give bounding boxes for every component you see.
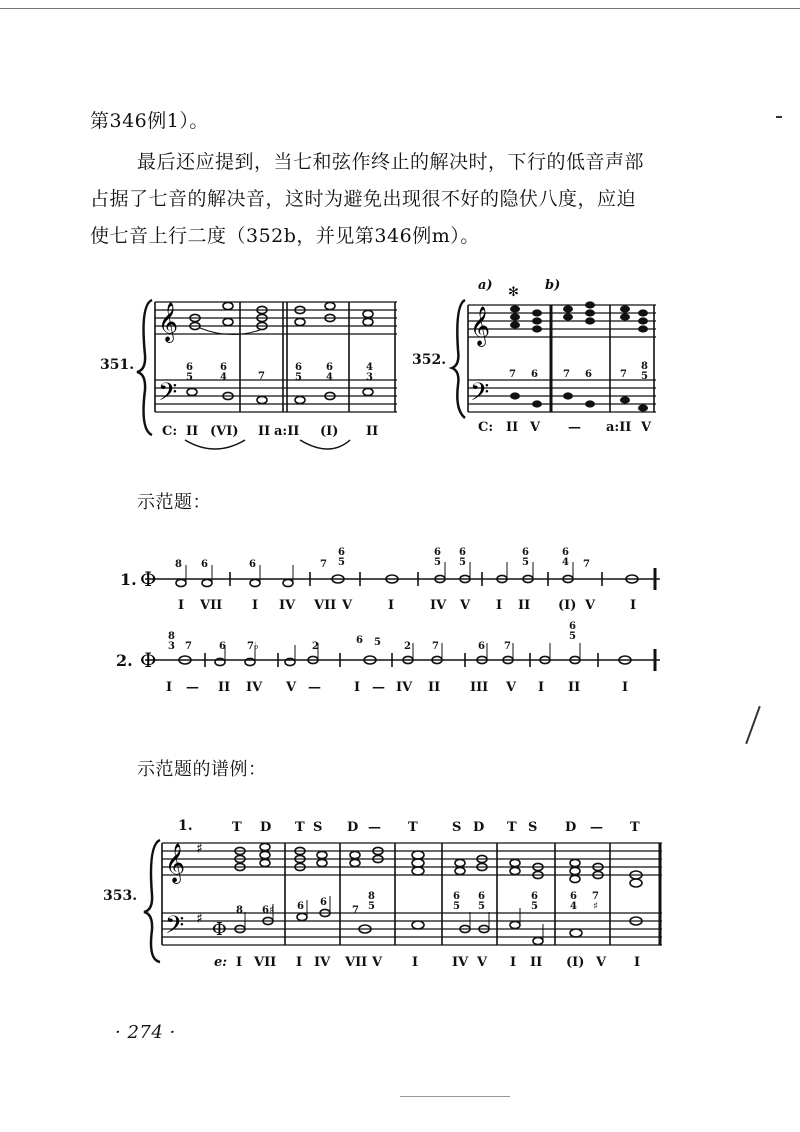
ex352-roman: V [530, 420, 541, 435]
heading-demo-score: 示范题的谱例： [137, 759, 267, 780]
ex352-roman: — [568, 420, 581, 435]
ex2-figure: 7♭ [247, 641, 259, 652]
ex353-function: T [408, 820, 418, 835]
ex353-function: D [473, 820, 485, 835]
ex352-figure: 8 5 [641, 361, 648, 382]
ex2-figure: 2 [312, 641, 319, 652]
heading-demo-exercises: 示范题： [137, 492, 211, 513]
text-line-1: 第346例1）。 [90, 110, 209, 132]
ex353-function: S [452, 820, 462, 835]
ex1-figure: 7 [583, 559, 590, 570]
ex352-figure: 7 [620, 369, 627, 380]
ex353-roman: VII [345, 955, 368, 970]
ex1-figure: 7 [320, 559, 327, 570]
ex2-roman: I [166, 680, 173, 695]
ex352-key: C: [478, 420, 494, 435]
ex2-roman: IV [246, 680, 263, 695]
ex2-roman: I [538, 680, 545, 695]
ex351-figure: 4 3 [366, 362, 373, 383]
text-line-3: 占据了七音的解决音，这时为避免出现很不好的隐伏八度，应迫 [90, 188, 637, 210]
ex1-roman: I [496, 598, 503, 613]
ex353-roman: IV [452, 955, 469, 970]
ex351-figure: 6 4 [220, 362, 227, 383]
svg-text:𝄞: 𝄞 [158, 302, 179, 342]
ex353-figure: 7 [352, 905, 359, 916]
ex1-figure: 6 4 [562, 547, 569, 568]
ex353-roman: I [412, 955, 419, 970]
ex351-roman: a:II [274, 424, 300, 439]
example-353-exercise-number: 1. [178, 818, 193, 834]
ex352-part-b: b) [545, 278, 561, 293]
svg-text:𝄢: 𝄢 [165, 911, 185, 946]
ex352-roman: II [506, 420, 519, 435]
ex2-roman: III [470, 680, 489, 695]
ex2-figure: 7 [504, 641, 511, 652]
ex1-figure: 6 5 [459, 547, 466, 568]
ex351-roman: II [366, 424, 379, 439]
ex2-roman: IV [396, 680, 413, 695]
ex1-roman: VII [200, 598, 223, 613]
ex353-roman: I [510, 955, 517, 970]
ex1-figure: 8 [175, 559, 182, 570]
ex353-figure: 6 5 [478, 891, 485, 912]
ex2-roman: II [568, 680, 581, 695]
ex351-roman: II [258, 424, 271, 439]
ex353-function: T [295, 820, 305, 835]
ex353-function: D [565, 820, 577, 835]
text-line-4: 使七音上行二度（352b，并见第346例m）。 [90, 225, 480, 247]
ex1-figure: 6 5 [522, 547, 529, 568]
ex353-figure: 6 [297, 901, 304, 912]
ex353-figure: 7 ♯ [592, 891, 599, 912]
ex353-figure: 6 4 [570, 891, 577, 912]
ex2-figure: 6 5 [569, 621, 576, 642]
ex2-figure: 5 [374, 637, 381, 648]
ex353-function: D [260, 820, 272, 835]
ex2-roman: II [428, 680, 441, 695]
ex353-roman: II [530, 955, 543, 970]
ex2-figure: 2 [404, 641, 411, 652]
ex353-roman: I [296, 955, 303, 970]
ex353-key: e: [214, 955, 228, 970]
example-353-number: 353. [103, 888, 138, 904]
svg-text:𝄞: 𝄞 [470, 306, 491, 346]
ex1-roman: V [342, 598, 353, 613]
ex353-figure: 8 [236, 905, 243, 916]
ex351-key: C: [162, 424, 178, 439]
ex2-figure: 7 [432, 641, 439, 652]
ex352-part-a: a) [478, 278, 493, 293]
ex353-figure: 6 5 [531, 891, 538, 912]
ex351-roman: II [186, 424, 199, 439]
ex2-roman: I [622, 680, 629, 695]
svg-text:Φ: Φ [212, 919, 227, 940]
ex352-figure: 6 [531, 369, 538, 380]
ex1-figure: 6 [201, 559, 208, 570]
scan-mark [776, 116, 782, 118]
ex1-figure: 6 [249, 559, 256, 570]
ex2-roman: — [372, 680, 385, 695]
ex352-figure: 7 [509, 369, 516, 380]
ex351-roman: (I) [320, 424, 339, 439]
ex352-roman: V [641, 420, 652, 435]
exercise-1-number: 1. [120, 570, 137, 589]
ex353-function: T [630, 820, 640, 835]
ex352-figure: 7 [563, 369, 570, 380]
ex1-roman: I [178, 598, 185, 613]
ex351-figure: 7 [258, 371, 265, 382]
ex2-roman: V [506, 680, 517, 695]
ex353-roman: V [596, 955, 607, 970]
example-351-number: 351. [100, 357, 135, 373]
ex351-figure: 6 5 [186, 362, 193, 383]
ex353-function: S [528, 820, 538, 835]
ex353-roman: (I) [566, 955, 585, 970]
ex2-figure: 6 [478, 641, 485, 652]
ex353-roman: V [372, 955, 383, 970]
ex1-figure: 6 5 [434, 547, 441, 568]
ex353-roman: I [634, 955, 641, 970]
svg-text:𝄢: 𝄢 [470, 378, 490, 413]
ex1-roman: IV [279, 598, 296, 613]
ex2-roman: II [218, 680, 231, 695]
ex1-figure: 6 5 [338, 547, 345, 568]
text-line-2: 最后还应提到，当七和弦作终止的解决时，下行的低音声部 [137, 151, 645, 173]
ex1-roman: V [460, 598, 471, 613]
example-352-number: 352. [412, 352, 447, 368]
svg-text:♯: ♯ [196, 841, 203, 857]
ex2-roman: — [186, 680, 199, 695]
ex1-roman: V [585, 598, 596, 613]
page-number: · 274 · [115, 1022, 176, 1043]
ex351-figure: 6 5 [295, 362, 302, 383]
ex2-figure: 6 [219, 641, 226, 652]
ex2-roman: — [308, 680, 321, 695]
svg-text:𝄢: 𝄢 [158, 378, 178, 413]
scan-mark [400, 1096, 510, 1097]
svg-text:♯: ♯ [196, 911, 203, 927]
ex352-roman: a:II [606, 420, 632, 435]
ex353-function: S [313, 820, 323, 835]
ex1-roman: VII [314, 598, 337, 613]
ex1-roman: II [518, 598, 531, 613]
ex1-roman: I [630, 598, 637, 613]
ex1-roman: (I) [558, 598, 577, 613]
ex2-figure: 6 [356, 635, 363, 646]
ex2-figure: 7 [185, 641, 192, 652]
ex353-figure: 6♯ [262, 905, 274, 916]
ex353-roman: I [236, 955, 243, 970]
ex353-function: — [368, 820, 381, 835]
exercise-2-number: 2. [116, 651, 133, 670]
ex1-roman: I [252, 598, 259, 613]
ex2-roman: I [354, 680, 361, 695]
ex2-roman: V [286, 680, 297, 695]
svg-text:✻: ✻ [508, 285, 519, 300]
ex353-figure: 6 5 [453, 891, 460, 912]
ex1-roman: IV [430, 598, 447, 613]
ex352-figure: 6 [585, 369, 592, 380]
ex353-function: T [232, 820, 242, 835]
svg-text:Φ: Φ [140, 567, 157, 591]
ex1-roman: I [388, 598, 395, 613]
ex353-function: D [347, 820, 359, 835]
ex351-roman: (VI) [210, 424, 239, 439]
ex353-roman: IV [314, 955, 331, 970]
ex353-function: — [590, 820, 603, 835]
ex353-figure: 8 5 [368, 891, 375, 912]
ex353-figure: 6 [320, 897, 327, 908]
svg-text:Φ: Φ [140, 648, 157, 672]
ex353-roman: V [477, 955, 488, 970]
ex2-figure: 8 3 [168, 631, 175, 652]
svg-text:𝄞: 𝄞 [165, 843, 186, 883]
ex353-roman: VII [254, 955, 277, 970]
ex351-figure: 6 4 [326, 362, 333, 383]
ex353-function: T [507, 820, 517, 835]
